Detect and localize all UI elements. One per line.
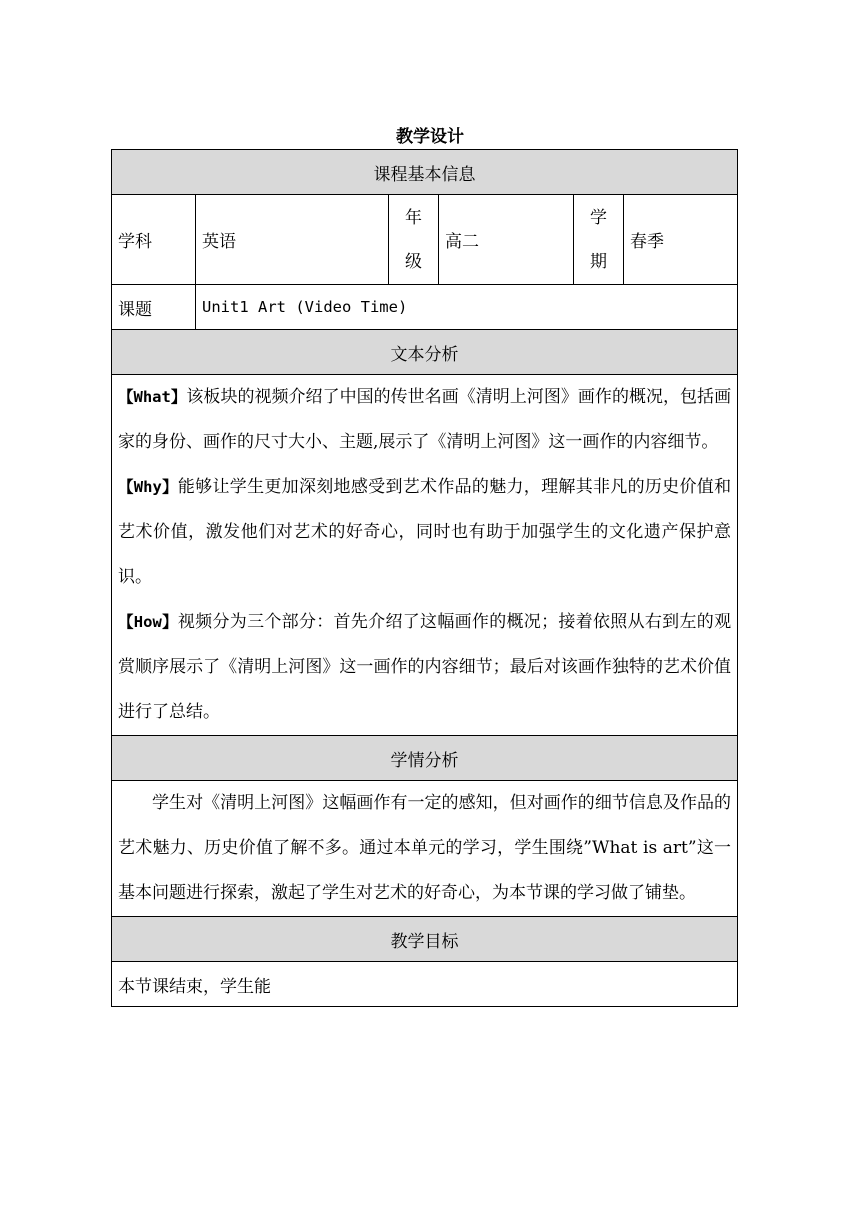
what-paragraph (118, 375, 731, 465)
why-tag: 【Why】 (118, 478, 178, 496)
learner-paragraph: 学生对《清明上河图》这幅画作有一定的感知，但对画作的细节信息及作品的艺术魅力、历史价值了解不多。通过本单元的学习，学生围绕”What is art”这一基本问题进行探索，激起了学生对艺术的好奇心，为本节课的学习做了铺垫。 (118, 793, 732, 903)
text-analysis-content (112, 375, 738, 736)
grade-label-char-2: 级 (405, 251, 422, 272)
how-paragraph (118, 600, 731, 735)
term-value: 春季 (624, 195, 738, 285)
subject-label: 学科 (112, 195, 196, 285)
how-text: 视频分为三个部分：首先介绍了这幅画作的概况；接着依照从右到左的观赏顺序展示了《清明上河图》这一画作的内容细节；最后对该画作独特的艺术价值进行了总结。 (118, 612, 732, 722)
section-header-basic-info: 课程基本信息 (112, 150, 738, 195)
grade-value: 高二 (439, 195, 574, 285)
why-text: 能够让学生更加深刻地感受到艺术作品的魅力，理解其非凡的历史价值和艺术价值，激发他们对艺术的好奇心，同时也有助于加强学生的文化遗产保护意识。 (118, 477, 732, 587)
term-label (574, 195, 624, 285)
grade-label-char-1: 年 (405, 207, 422, 228)
topic-value: Unit1 Art (Video Time) (196, 285, 738, 330)
what-tag: 【What】 (118, 388, 187, 406)
section-header-learner-analysis: 学情分析 (112, 736, 738, 781)
lesson-design-table (111, 149, 738, 1007)
teaching-goals-intro: 本节课结束，学生能 (112, 962, 738, 1007)
section-header-teaching-goals: 教学目标 (112, 917, 738, 962)
topic-label: 课题 (112, 285, 196, 330)
document-title: 教学设计 (396, 127, 464, 147)
subject-value: 英语 (196, 195, 389, 285)
term-label-char-2: 期 (590, 251, 607, 272)
grade-label (389, 195, 439, 285)
section-header-text-analysis: 文本分析 (112, 330, 738, 375)
why-paragraph (118, 465, 731, 600)
learner-analysis-content (112, 781, 738, 917)
what-text: 该板块的视频介绍了中国的传世名画《清明上河图》画作的概况，包括画家的身份、画作的尺寸大小、主题,展示了《清明上河图》这一画作的内容细节。 (118, 387, 732, 452)
how-tag: 【How】 (118, 613, 178, 631)
term-label-char-1: 学 (590, 207, 607, 228)
